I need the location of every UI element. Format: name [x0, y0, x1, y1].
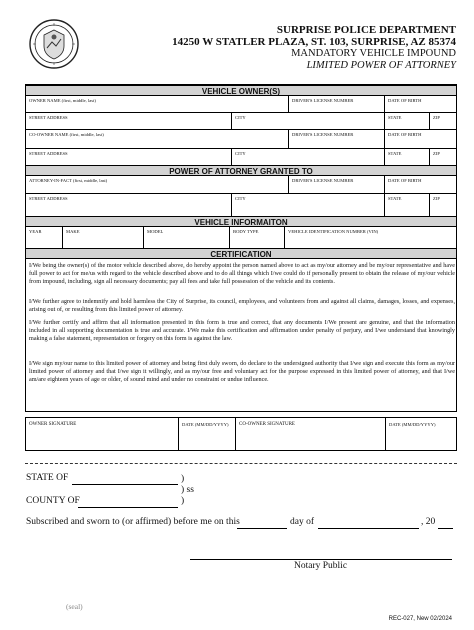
owner-city-field[interactable]: CITY: [231, 113, 384, 129]
attorney-dob-field[interactable]: DATE OF BIRTH: [384, 176, 458, 193]
vehicle-model-field[interactable]: MODEL: [143, 227, 229, 248]
owner-signature-date-field[interactable]: DATE (MM/DD/YYYY): [178, 418, 235, 450]
owner-state-field[interactable]: STATE: [384, 113, 429, 129]
certification-paragraph-1: I/We being the owner(s) of the motor vehicle described above, do hereby appoint the person named above to act as my/our attorney and be my/our representative and have full power to act for me/us with regard to the vehicle described above and to do all things which I/we could do if personally present to obtain the release of my/our vehicle from impound, including, sign all necessary documents; pay all fees and take full possession of the vehicle and its contents.: [29, 262, 455, 285]
section-vehicle-owners: VEHICLE OWNER(S): [26, 85, 456, 96]
seal-placeholder: (seal): [66, 602, 83, 611]
county-of-line[interactable]: [78, 507, 178, 508]
attorney-zip-field[interactable]: ZIP: [429, 194, 458, 216]
sworn-day-line[interactable]: [237, 528, 287, 529]
attorney-dl-field[interactable]: DRIVER'S LICENSE NUMBER: [288, 176, 384, 193]
ss-paren: ) ss: [181, 485, 194, 495]
state-paren: ): [181, 474, 185, 484]
co-owner-state-field[interactable]: STATE: [384, 149, 429, 165]
form-title: MANDATORY VEHICLE IMPOUND: [291, 48, 456, 59]
owner-name-field[interactable]: OWNER NAME (first, middle, last): [29, 98, 96, 103]
co-owner-dob-field[interactable]: DATE OF BIRTH: [384, 130, 458, 148]
attorney-address-row: [26, 194, 456, 216]
owner-signature-field[interactable]: OWNER SIGNATURE: [29, 422, 77, 427]
sworn-year-line[interactable]: [438, 528, 453, 529]
day-of-label: day of: [290, 517, 315, 527]
state-of-label: STATE OF: [26, 473, 69, 483]
co-owner-signature-date-field[interactable]: DATE (MM/DD/YYYY): [385, 418, 458, 450]
signature-box: [25, 417, 457, 451]
co-owner-name-field[interactable]: CO-OWNER NAME (first, middle, last): [29, 132, 104, 137]
vehicle-year-field[interactable]: YEAR: [29, 229, 42, 234]
certification-paragraph-2: I/We further agree to indemnify and hold harmless the City of Surprise, its council, employees, and volunteers from and against all claims, damages, losses, and expenses, arising out of, or resulting from this limited power of attorney.: [29, 298, 455, 313]
owner-row: [26, 96, 456, 113]
form-subtitle: LIMITED POWER OF ATTORNEY: [306, 60, 456, 71]
attorney-name-field[interactable]: ATTORNEY-IN-FACT (first, middle, last): [29, 178, 108, 183]
notary-signature-line[interactable]: [190, 559, 452, 560]
department-address: 14250 W STATLER PLAZA, ST. 103, SURPRISE, AZ 85374: [172, 36, 456, 48]
county-paren: ): [181, 496, 185, 506]
year-prefix-label: , 20: [421, 517, 436, 527]
owner-zip-field[interactable]: ZIP: [429, 113, 458, 129]
department-name: SURPRISE POLICE DEPARTMENT: [276, 24, 456, 36]
attorney-city-field[interactable]: CITY: [231, 194, 384, 216]
co-owner-dl-field[interactable]: DRIVER'S LICENSE NUMBER: [288, 130, 384, 148]
city-seal-logo: [28, 18, 80, 70]
county-of-label: COUNTY OF: [26, 496, 80, 506]
notary-public-label: Notary Public: [294, 561, 348, 571]
sworn-month-line[interactable]: [318, 528, 419, 529]
certification-paragraph-4: I/We sign my/our name to this limited power of attorney and being first duly sworn, do declare to the undersigned authority that I/we sign and execute this form as my/our limited power of attorney and that I/we sign it willingly, and as my/our free and voluntary act for the purpose expressed in this limited power of attorney, and that I/we am/are eighteen years of age or older, of sound mind and under no constraint or undue influence.: [29, 360, 455, 383]
owner-dob-field[interactable]: DATE OF BIRTH: [384, 96, 458, 112]
co-owner-row: [26, 130, 456, 149]
certification-paragraph-3: I/We further certify and affirm that all information presented in this form is true and correct, that any documents I/We present are genuine, and that the information included in all supporting documentation is true and accurate. I/We make this certification and affirmation under penalty of perjury, and I/we understand that knowingly making a false statement, representation or forgery on this form is against the law.: [29, 319, 455, 342]
state-of-line[interactable]: [72, 484, 178, 485]
agency-header: [172, 24, 456, 72]
attorney-street-field[interactable]: STREET ADDRESS: [29, 196, 68, 201]
vehicle-make-field[interactable]: MAKE: [62, 227, 143, 248]
vehicle-body-type-field[interactable]: BODY TYPE: [229, 227, 284, 248]
co-owner-street-field[interactable]: STREET ADDRESS: [29, 151, 68, 156]
section-certification: CERTIFICATION: [26, 248, 456, 259]
owner-dl-field[interactable]: DRIVER'S LICENSE NUMBER: [288, 96, 384, 112]
attorney-row: [26, 176, 456, 194]
vehicle-vin-field[interactable]: VEHICLE IDENTIFICATION NUMBER (VIN): [284, 227, 458, 248]
form-number: REC-027, New 02/2024: [388, 616, 452, 622]
co-owner-signature-field[interactable]: CO-OWNER SIGNATURE: [235, 418, 385, 450]
attorney-state-field[interactable]: STATE: [384, 194, 429, 216]
section-vehicle-information: VEHICLE INFORMAITON: [26, 216, 456, 227]
sworn-statement-label: Subscribed and sworn to (or affirmed) before me on this: [26, 517, 240, 527]
owner-address-row: [26, 113, 456, 130]
section-power-of-attorney: POWER OF ATTORNEY GRANTED TO: [26, 165, 456, 176]
notary-divider: [25, 463, 457, 464]
co-owner-address-row: [26, 149, 456, 165]
owner-street-field[interactable]: STREET ADDRESS: [29, 115, 68, 120]
poa-form: [25, 84, 457, 412]
co-owner-zip-field[interactable]: ZIP: [429, 149, 458, 165]
vehicle-row: [26, 227, 456, 248]
co-owner-city-field[interactable]: CITY: [231, 149, 384, 165]
